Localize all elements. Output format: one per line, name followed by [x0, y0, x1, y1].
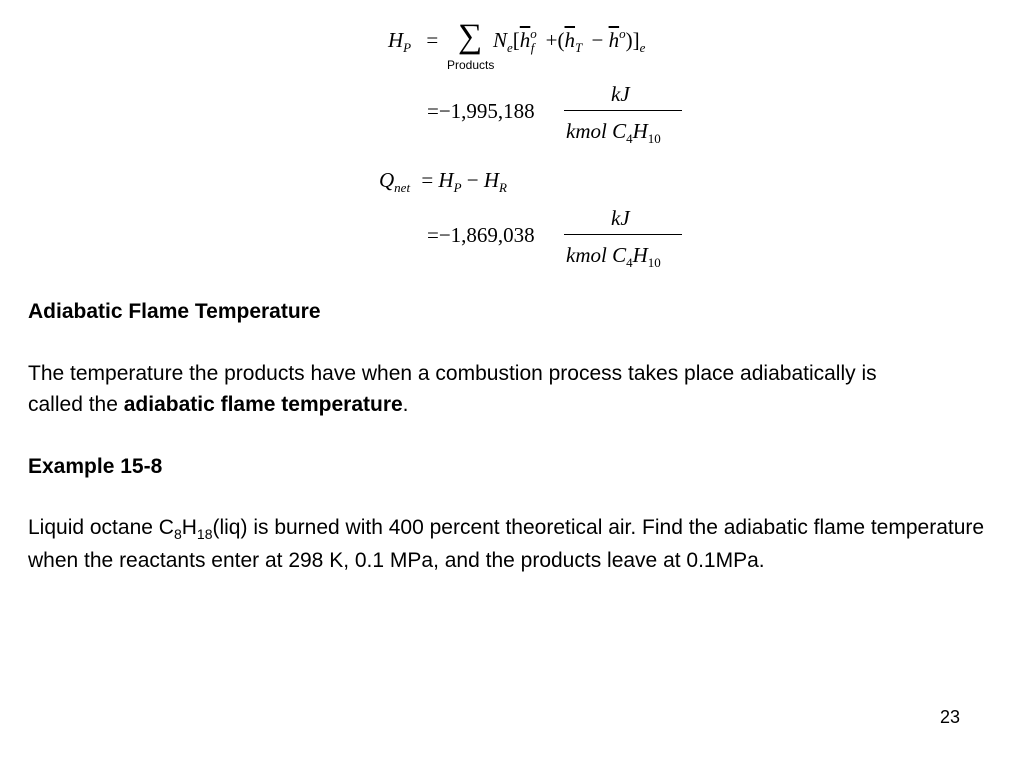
qnet-equals: = [421, 168, 434, 192]
hp-lhs-sub: P [403, 40, 412, 55]
qnet-hr-sub: R [499, 180, 507, 195]
equation-qnet [379, 168, 507, 195]
h-o-sup: o [619, 26, 626, 41]
hp-lhs: H [388, 28, 404, 52]
hp-equals: = [426, 28, 439, 52]
qnet-value-numerator: kJ [611, 206, 630, 230]
equation-qnet-value [427, 225, 535, 246]
hp-value-equals: = [427, 99, 439, 123]
qnet-lhs-sub: net [394, 180, 411, 195]
hp-den-h-sub: 10 [647, 131, 661, 146]
open-paren: ( [557, 28, 565, 52]
equation-hp-value [427, 101, 535, 122]
page-number: 23 [940, 707, 961, 727]
qnet-hp: H [438, 168, 454, 192]
h-t-sub: T [575, 40, 583, 55]
hp-den-c-sub: 4 [626, 131, 633, 146]
qnet-den-c-sub: 4 [626, 255, 633, 270]
h-o: $\overline{h}$ [608, 28, 620, 52]
section-heading: Adiabatic Flame Temperature [28, 300, 321, 323]
qnet-den-h-sub: 10 [647, 255, 661, 270]
equation-hp [388, 28, 439, 55]
hp-value-numerator: kJ [611, 82, 630, 106]
paragraph1-bold-term: adiabatic flame temperature [123, 393, 403, 416]
paragraph2-sub-18: 18 [196, 526, 213, 542]
open-bracket: [ [512, 28, 520, 52]
qnet-minus: − [466, 168, 479, 192]
hp-den-h: H [632, 119, 648, 143]
qnet-den-h: H [632, 243, 648, 267]
sum-symbol: ∑ [458, 18, 483, 55]
paragraph-example-problem [28, 512, 993, 576]
qnet-value-equals: = [427, 223, 439, 247]
plus-sign: + [545, 28, 558, 52]
paragraph1-text: The temperature the products have when a combustion process takes place adiabatically is called the [28, 362, 877, 416]
paragraph2-sub-8: 8 [173, 526, 182, 542]
equation-hp-rhs [493, 26, 646, 55]
hp-den-c: C [612, 119, 627, 143]
h-f-sup: o [530, 26, 537, 41]
qnet-value-denominator [566, 243, 661, 270]
n-symbol: N [493, 28, 508, 52]
qnet-value-fraction-bar [564, 234, 682, 235]
hp-den-kmol: kmol [566, 119, 607, 143]
hp-value-denominator [566, 119, 661, 146]
paragraph1-period: . [402, 393, 409, 416]
example-heading: Example 15-8 [28, 455, 163, 478]
qnet-hp-sub: P [453, 180, 462, 195]
close-bracket: )] [625, 28, 640, 52]
h-t: $\overline{h}$ [564, 28, 576, 52]
qnet-value-number: −1,869,038 [438, 223, 535, 247]
qnet-den-kmol: kmol [566, 243, 607, 267]
paragraph2-t2: H [181, 516, 197, 539]
qnet-hr: H [483, 168, 500, 192]
qnet-den-c: C [612, 243, 627, 267]
h-f-sub: f [530, 40, 535, 55]
n-sub: e [507, 40, 513, 55]
paragraph2-t3: (liq) is burned with 400 percent theoretical air. Find the adiabatic flame temperature when the reactants enter at 298 K, 0.1 MPa, and the products leave at 0.1MPa. [28, 516, 985, 572]
sum-under-label: Products [447, 58, 495, 72]
hp-value-number: −1,995,188 [438, 99, 535, 123]
hp-value-fraction-bar [564, 110, 682, 111]
qnet-lhs: Q [379, 168, 395, 192]
paragraph2-t1: Liquid octane C [28, 516, 174, 539]
minus-sign: − [591, 28, 604, 52]
close-sub: e [639, 40, 646, 55]
h-f: $\overline{h}$ [519, 28, 531, 52]
paragraph-adiabatic-definition [28, 358, 908, 420]
